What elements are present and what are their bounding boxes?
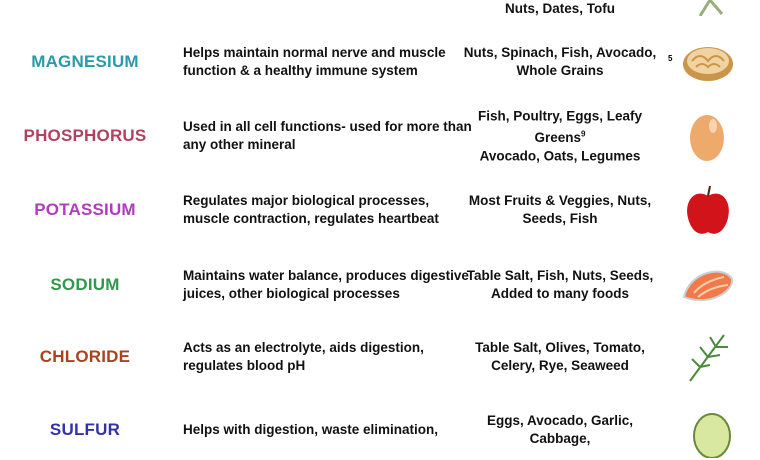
mineral-row-potassium <box>0 180 760 240</box>
mineral-row-partial <box>0 0 760 20</box>
food-sources: Nuts, Spinach, Fish, Avocado, Whole Grains <box>463 45 657 78</box>
food-sources <box>455 107 665 165</box>
mineral-row-chloride <box>0 327 760 387</box>
dill-icon <box>680 329 736 385</box>
mineral-row-phosphorus <box>0 106 760 166</box>
mineral-function: Used in all cell functions- used for more than any other mineral <box>183 119 472 152</box>
avocado-icon <box>680 402 736 458</box>
mineral-row-magnesium <box>0 32 760 92</box>
mineral-name: CHLORIDE <box>39 347 131 366</box>
mineral-function: Helps maintain normal nerve and muscle function & a healthy immune system <box>183 45 446 78</box>
reference-number: 5 <box>668 54 673 63</box>
food-sources-line1: Fish, Poultry, Eggs, Leafy Greens <box>477 108 643 145</box>
mineral-name: PHOSPHORUS <box>23 126 147 145</box>
food-sources: Eggs, Avocado, Garlic, Cabbage, <box>486 413 634 446</box>
mineral-row-sodium <box>0 255 760 315</box>
mineral-function: Regulates major biological processes, muscle contraction, regulates heartbeat <box>183 193 439 226</box>
salmon-icon <box>680 257 736 313</box>
mineral-function: Maintains water balance, produces digestive juices, other biological processes <box>183 268 469 301</box>
food-sources: Table Salt, Fish, Nuts, Seeds, Added to many foods <box>466 268 654 301</box>
mineral-name: MAGNESIUM <box>31 52 139 71</box>
mineral-function: Helps with digestion, waste elimination, <box>183 422 439 437</box>
food-sources: Nuts, Dates, Tofu <box>504 1 615 16</box>
mineral-function: Acts as an electrolyte, aids digestion, regulates blood pH <box>183 340 424 373</box>
apple-icon <box>680 182 736 238</box>
egg-icon <box>680 108 736 164</box>
sprout-icon <box>680 0 736 16</box>
mineral-name: SODIUM <box>50 275 120 294</box>
food-sources: Most Fruits & Veggies, Nuts, Seeds, Fish <box>468 193 652 226</box>
food-sources: Table Salt, Olives, Tomato, Celery, Rye, Seaweed <box>475 340 645 373</box>
food-sources-line2: Avocado, Oats, Legumes <box>479 147 641 163</box>
walnut-icon <box>680 34 736 90</box>
reference-number: 9 <box>581 129 586 139</box>
mineral-name: POTASSIUM <box>34 200 136 219</box>
mineral-row-sulfur <box>0 400 760 460</box>
mineral-name: SULFUR <box>49 420 121 439</box>
